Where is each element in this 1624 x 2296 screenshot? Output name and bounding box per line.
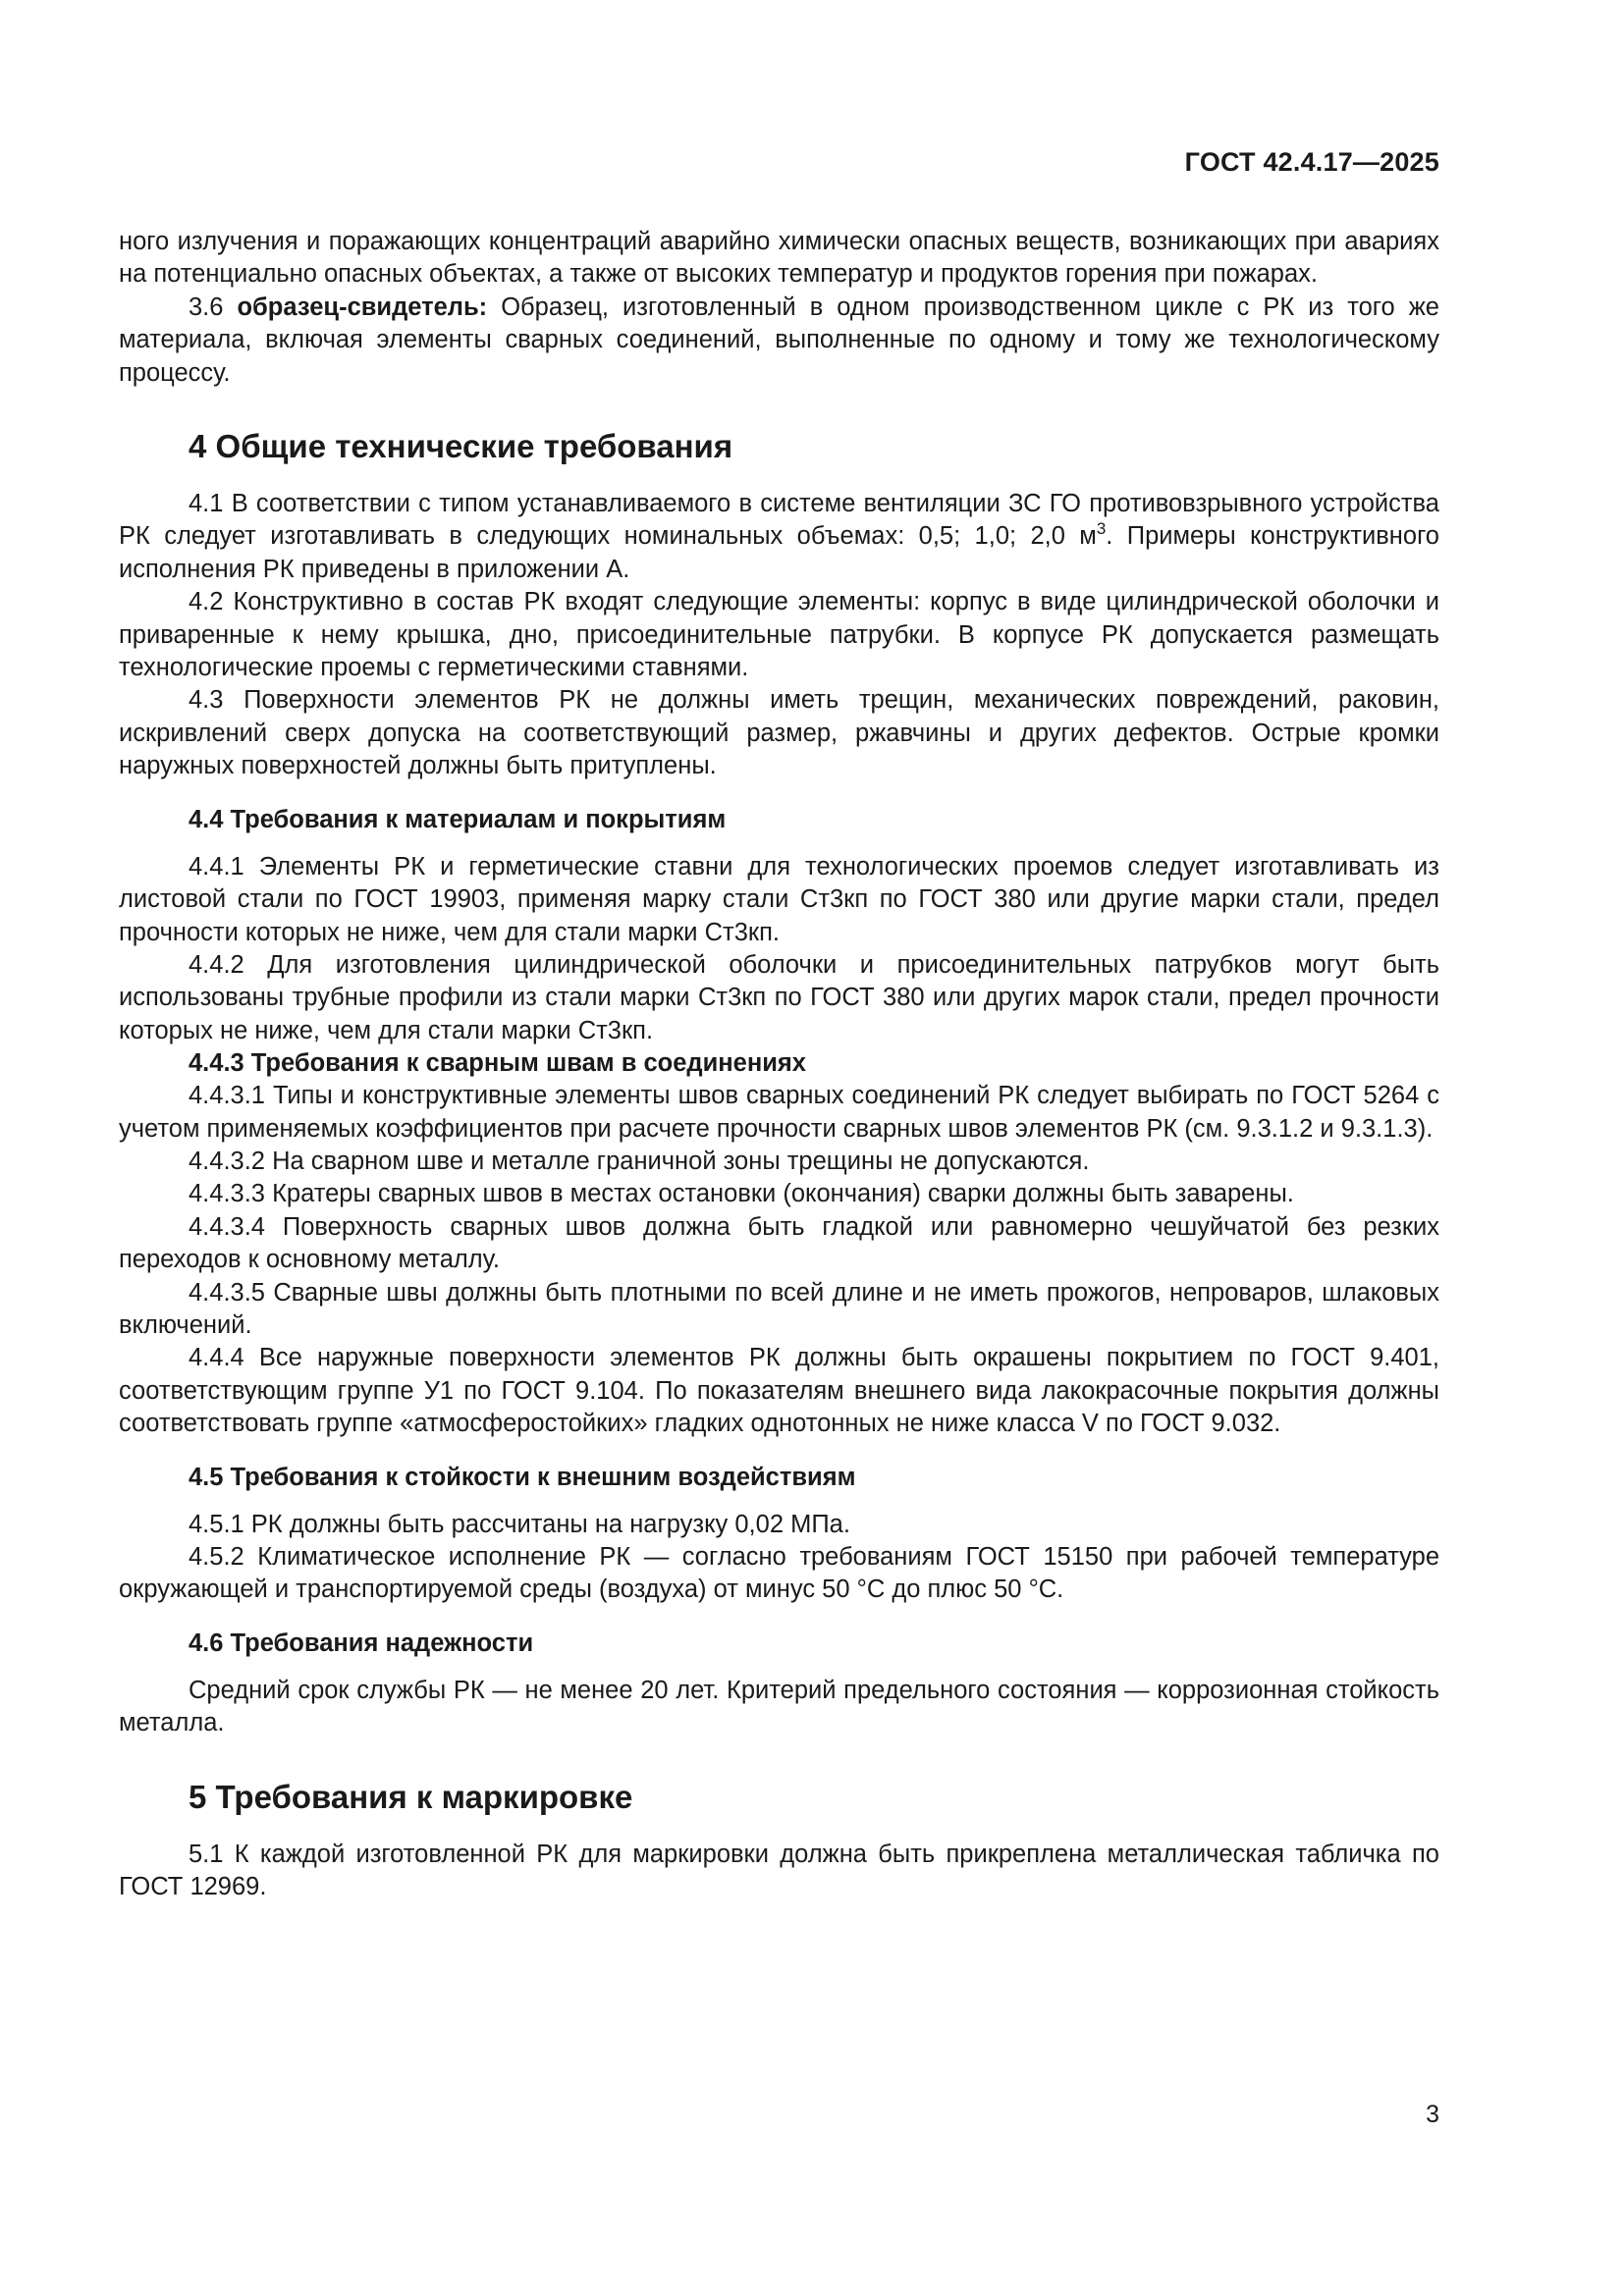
paragraph-4-3: 4.3 Поверхности элементов РК не должны иметь трещин, механических повреждений, раковин, искривлений сверх допуска на соответствующий размер, ржавчины и других дефектов. Острые кромки наружных поверхностей должны быть притуплены. <box>119 686 1439 780</box>
paragraph-4-4-3-4: 4.4.3.4 Поверхность сварных швов должна быть гладкой или равномерно чешуйчатой без резких переходов к основному металлу. <box>119 1212 1439 1274</box>
paragraph-4-4-3-2: 4.4.3.2 На сварном шве и металле граничной зоны трещины не допускаются. <box>189 1147 1090 1175</box>
paragraph-4-5-2: 4.5.2 Климатическое исполнение РК — согласно требованиям ГОСТ 15150 при рабочей температуре окружающей и транспортируемой среды (воздуха) от минус 50 °С до плюс 50 °С. <box>119 1543 1439 1604</box>
paragraph-4-4-1: 4.4.1 Элементы РК и герметические ставни для технологических проемов следует изготавливать из листовой стали по ГОСТ 19903, применяя марку стали Ст3кп по ГОСТ 380 или другие марки стали, предел прочности которых не ниже, чем для стали марки Ст3кп. <box>119 852 1439 946</box>
paragraph-4-6: Средний срок службы РК — не менее 20 лет. Критерий предельного состояния — коррозионная стойкость металла. <box>119 1676 1439 1737</box>
term-definition: Образец, изготовленный в одном производственном цикле с РК из того же материала, включая элементы сварных соединений, выполненные по одному и тому же технологическому процессу. <box>119 293 1439 387</box>
term-3-6-paragraph <box>119 292 1439 390</box>
paragraph-4-4-3-5: 4.4.3.5 Сварные швы должны быть плотными по всей длине и не иметь прожогов, непроваров, шлаковых включений. <box>119 1278 1439 1339</box>
section-4-6-heading: 4.6 Требования надежности <box>189 1629 534 1657</box>
paragraph-5-1: 5.1 К каждой изготовленной РК для маркировки должна быть прикреплена металлическая табличка по ГОСТ 12969. <box>119 1840 1439 1901</box>
paragraph-4-1-text: 4.1 В соответствии с типом устанавливаемого в системе вентиляции ЗС ГО противовзрывного устройства РК следует изготавливать в следующих номинальных объемах: 0,5; 1,0; 2,0 м <box>119 490 1439 551</box>
paragraph-4-2: 4.2 Конструктивно в состав РК входят следующие элементы: корпус в виде цилиндрической оболочки и приваренные к нему крышка, дно, присоединительные патрубки. В корпусе РК допускается размещать технологические проемы с герметическими ставнями. <box>119 588 1439 682</box>
superscript-cubic: 3 <box>1096 519 1107 539</box>
paragraph-4-5-1: 4.5.1 РК должны быть рассчитаны на нагрузку 0,02 МПа. <box>189 1510 850 1538</box>
page-body <box>119 226 1439 1903</box>
term-number: 3.6 <box>189 293 224 321</box>
paragraph-4-4-3-3: 4.4.3.3 Кратеры сварных швов в местах остановки (окончания) сварки должны быть заварены. <box>189 1180 1294 1208</box>
section-4-4-heading: 4.4 Требования к материалам и покрытиям <box>189 805 727 833</box>
section-4-heading: 4 Общие технические требования <box>189 428 733 465</box>
continuation-paragraph: ного излучения и поражающих концентраций аварийно химически опасных веществ, возникающих при авариях на потенциально опасных объектах, а также от высоких температур и продуктов горения при пожарах. <box>119 228 1439 289</box>
paragraph-4-4-2: 4.4.2 Для изготовления цилиндрической оболочки и присоединительных патрубков могут быть использованы трубные профили из стали марки Ст3кп по ГОСТ 380 или других марок стали, предел прочности которых не ниже, чем для стали марки Ст3кп. <box>119 950 1439 1044</box>
section-5-heading: 5 Требования к маркировке <box>189 1778 633 1815</box>
term-name: образец-свидетель: <box>237 293 488 321</box>
section-4-5-heading: 4.5 Требования к стойкости к внешним воздействиям <box>189 1463 856 1491</box>
paragraph-4-1-text-end: . Примеры конструктивного исполнения РК приведены в приложении А. <box>119 522 1439 583</box>
paragraph-4-4-4: 4.4.4 Все наружные поверхности элементов РК должны быть окрашены покрытием по ГОСТ 9.401, соответствующим группе У1 по ГОСТ 9.104. По показателям внешнего вида лакокрасочные покрытия должны соответствовать группе «атмосферостойких» гладких однотонных не ниже класса V по ГОСТ 9.032. <box>119 1344 1439 1438</box>
paragraph-4-1 <box>119 488 1439 586</box>
section-4-4-3-heading: 4.4.3 Требования к сварным швам в соединениях <box>189 1049 806 1078</box>
paragraph-4-4-3-1: 4.4.3.1 Типы и конструктивные элементы швов сварных соединений РК следует выбирать по ГОСТ 5264 с учетом применяемых коэффициентов при расчете прочности сварных швов элементов РК (см. 9.3.1.2 и 9.3.1.3). <box>119 1082 1439 1143</box>
page-number: 3 <box>1426 2101 1439 2128</box>
document-code-header: ГОСТ 42.4.17—2025 <box>1184 147 1439 177</box>
